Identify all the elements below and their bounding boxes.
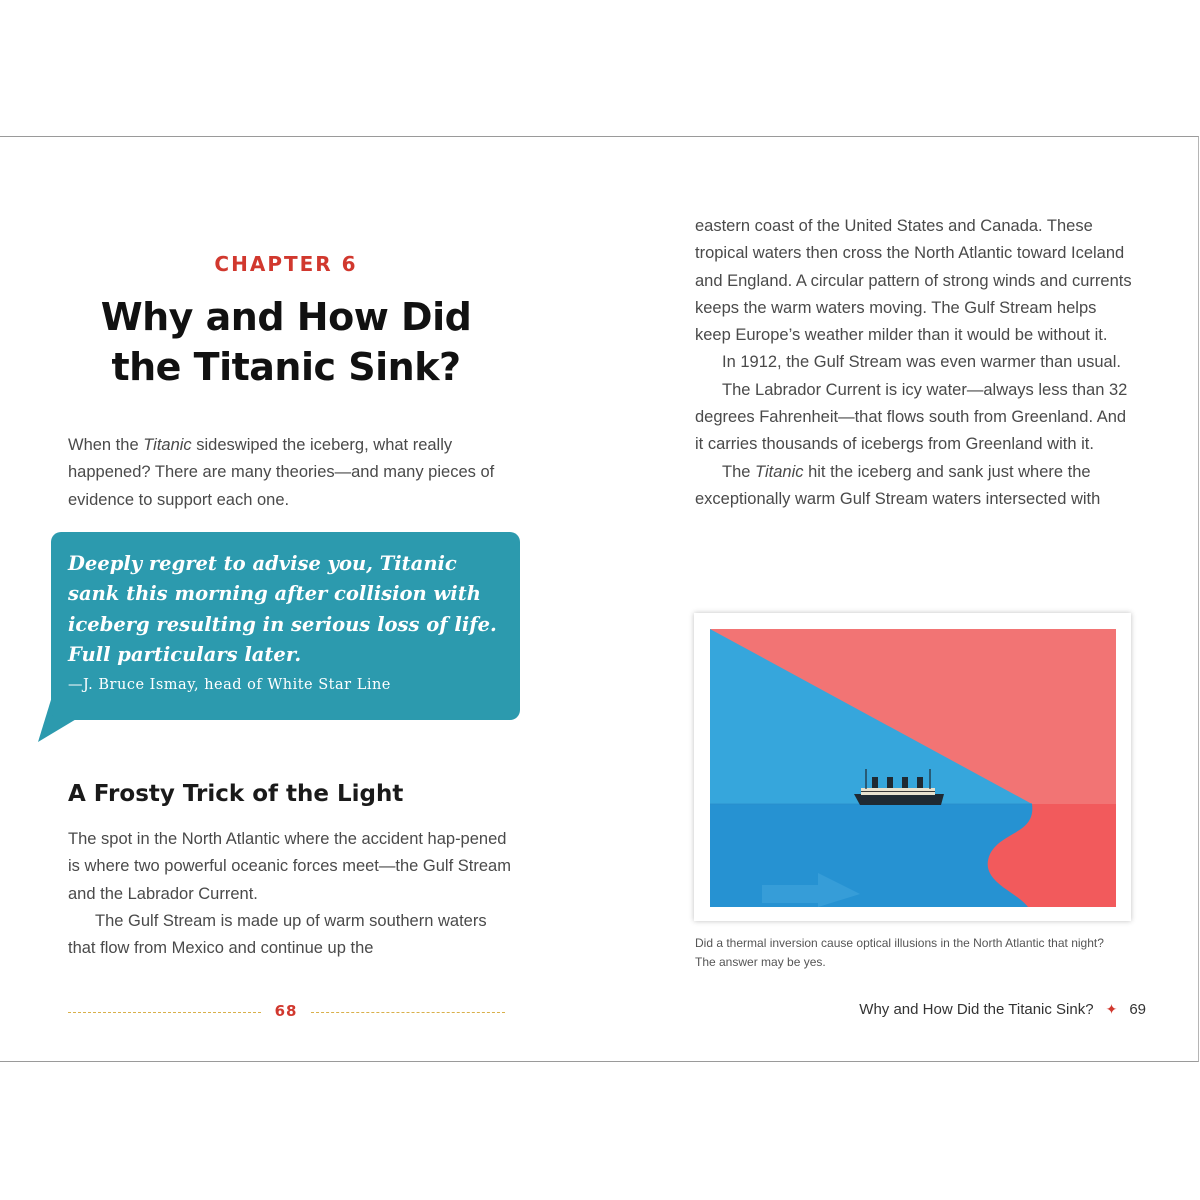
intro-paragraph [68, 432, 518, 514]
p4-text-1: The [722, 462, 756, 481]
quote-attribution: —J. Bruce Ismay, head of White Star Line [68, 677, 391, 693]
four-point-star-icon: ✦ [1105, 1001, 1118, 1017]
section-body [68, 826, 518, 962]
section-paragraph-1: The spot in the North Atlantic where the accident hap-pened is where two powerful oceanic forces meet—the Gulf Stream and the Labrador Current. [68, 830, 511, 903]
intro-italic: Titanic [143, 436, 192, 454]
right-column [695, 213, 1135, 513]
p4-text-2: hit the iceberg and sank just where the exceptionally warm Gulf Stream waters intersected with [695, 462, 1101, 508]
chapter-title-line2: the Titanic Sink? [111, 345, 461, 389]
thermal-inversion-illustration [710, 629, 1116, 907]
chapter-label: CHAPTER 6 [214, 252, 358, 276]
right-paragraph-3: The Labrador Current is icy water—always less than 32 degrees Fahrenheit—that flows south from Greenland. And it carries thousands of icebergs from Greenland with it. [695, 380, 1128, 454]
page-number-left: 68 [274, 1002, 298, 1020]
right-paragraph-4 [695, 459, 1135, 514]
intro-text-2: sideswiped the iceberg, what really happened? There are many theories—and many pieces of evidence to support each one. [68, 436, 495, 509]
chapter-title-line1: Why and How Did [100, 295, 472, 339]
page-number-right: 69 [1129, 1001, 1146, 1018]
right-paragraph-2: In 1912, the Gulf Stream was even warmer than usual. [722, 353, 1121, 372]
right-folio [859, 1001, 1146, 1018]
p4-italic: Titanic [755, 462, 804, 481]
intro-text-1: When the [68, 436, 144, 454]
running-head: Why and How Did the Titanic Sink? [859, 1001, 1094, 1018]
section-paragraph-2: The Gulf Stream is made up of warm southern waters that flow from Mexico and continue up the [68, 911, 487, 958]
right-paragraph-1: eastern coast of the United States and Canada. These tropical waters then cross the North Atlantic toward Iceland and England. A circular pattern of strong winds and currents keeps the warm waters moving. The Gulf Stream helps keep Europe’s weather milder than it would be without it. [695, 217, 1132, 345]
folio-dash-left [68, 1012, 261, 1013]
left-folio [68, 1000, 505, 1026]
chapter-title [68, 292, 504, 392]
section-heading: A Frosty Trick of the Light [68, 781, 404, 807]
quote-text: Deeply regret to advise you, Titanic sank this morning after collision with iceberg resulting in serious loss of life. Full particulars later. [68, 552, 497, 666]
figure-caption: Did a thermal inversion cause optical illusions in the North Atlantic that night? The answer may be yes. [695, 936, 1104, 969]
folio-dash-right [311, 1012, 505, 1013]
